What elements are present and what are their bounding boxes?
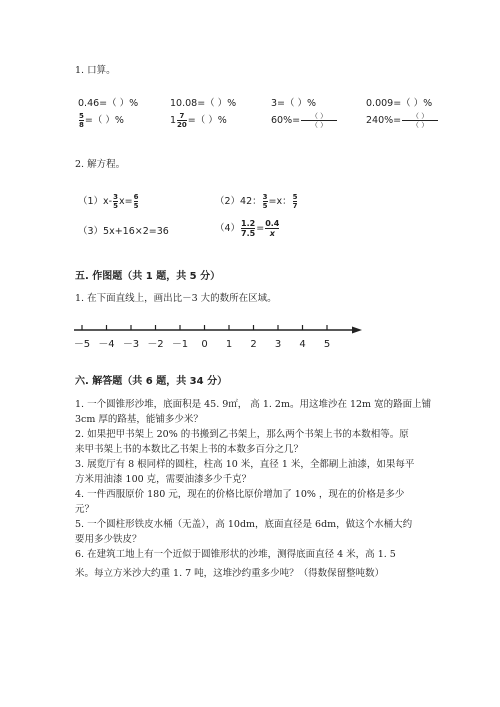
problem-line: 要用多少铁皮？ [75,534,142,545]
q1-item-2: 10.08=（ ）% [170,98,237,109]
q2-heading: 2. 解方程。 [75,159,126,170]
q1-item-6: 1 $\frac{7}{20}$ =（ ）% [170,112,227,129]
tick-label: 0 [201,339,208,350]
equation-4: （4） $\frac{1.2}{7.5}$ = $\frac{0.4}{x}$ [215,219,280,238]
problem-line: 来甲书架上书的本数比乙书架上书的本数多百分之几？ [75,444,304,455]
tick-label: －2 [147,339,164,350]
q1-heading: 1. 口算。 [75,65,116,76]
tick-label: －4 [98,339,115,350]
problem-line: 元？ [75,504,95,515]
q1-item-7: 60%= $\frac{( )}{( )}$ [271,112,338,129]
problem-line: 米。每立方米沙大约重 1. 7 吨，这堆沙约重多少吨？（得数保留整吨数） [75,568,385,579]
problem-line: 5. 一个圆柱形铁皮水桶（无盖），高 10dm，底面直径是 6dm，做这个水桶大约 [75,519,413,530]
problem-line: 6. 在建筑工地上有一个近似于圆锥形状的沙堆，测得底面直径 4 米，高 1. 5 [75,549,396,560]
problem-line: 2. 如果把甲书架上 20% 的书搬到乙书架上，那么两个书架上书的本数相等。原 [75,429,409,440]
tick-label: －1 [171,339,189,350]
fraction: $\frac{5}{8}$ [79,112,84,129]
q1-item-1: 0.46=（ ）% [78,98,139,109]
tick-label: 1 [225,339,233,350]
tick-label: 5 [323,339,331,350]
fraction: $\frac{( )}{( )}$ [402,112,438,129]
problem-line: 4. 一件西服原价 180 元，现在的价格比原价增加了 10% ，现在的价格是多少 [75,489,405,500]
q1-item-3: 3=（ ）% [271,98,317,109]
fraction: $\frac{3}{5}$ [262,193,268,210]
q1-item-4: 0.009=（ ）% [366,98,433,109]
equation-3: （3）5x+16×2=36 [78,226,169,237]
fraction: $\frac{0.4}{x}$ [265,219,280,238]
q1-item-5: $\frac{5}{8}$ =（ ）% [79,112,124,129]
fraction: $\frac{5}{7}$ [292,193,298,210]
problem-line: 3cm 厚的路基，能铺多少米？ [75,414,203,425]
section6-title: 六. 解答题（共 6 题，共 34 分） [75,376,228,387]
tick-label: －3 [122,339,140,350]
fraction: $\frac{7}{20}$ [177,112,187,129]
q1-item-8: 240%= $\frac{( )}{( )}$ [366,112,439,129]
section5-question: 1. 在下面直线上，画出比－3 大的数所在区域。 [75,293,277,304]
fraction: $\frac{( )}{( )}$ [301,112,337,129]
equation-2: （2）42： $\frac{3}{5}$ =x： $\frac{5}{7}$ [215,193,298,210]
tick-label: 4 [299,339,306,350]
problem-line: 3. 展览厅有 8 根同样的圆柱，柱高 10 米，直径 1 米，全都刷上油漆，如果每平 [75,459,415,470]
section5-title: 五. 作图题（共 1 题，共 5 分） [75,271,221,282]
problem-line: 方米用油漆 100 克，需要油漆多少千克？ [75,474,252,485]
equation-1: （1）x- $\frac{3}{5}$ x= $\frac{6}{5}$ [78,193,139,210]
tick-label: 2 [250,339,257,350]
fraction: $\frac{6}{5}$ [133,193,139,210]
arrow-right-icon [352,327,362,334]
fraction: $\frac{1.2}{7.5}$ [241,219,256,238]
number-line [70,318,370,354]
tick-label: 3 [274,339,282,350]
tick-label: －5 [73,339,91,350]
problem-line: 1. 一个圆锥形沙堆，底面积是 45. 9㎡， 高 1. 2m。用这堆沙在 12m 宽的路面上铺 [75,399,432,410]
fraction: $\frac{3}{5}$ [113,193,118,210]
